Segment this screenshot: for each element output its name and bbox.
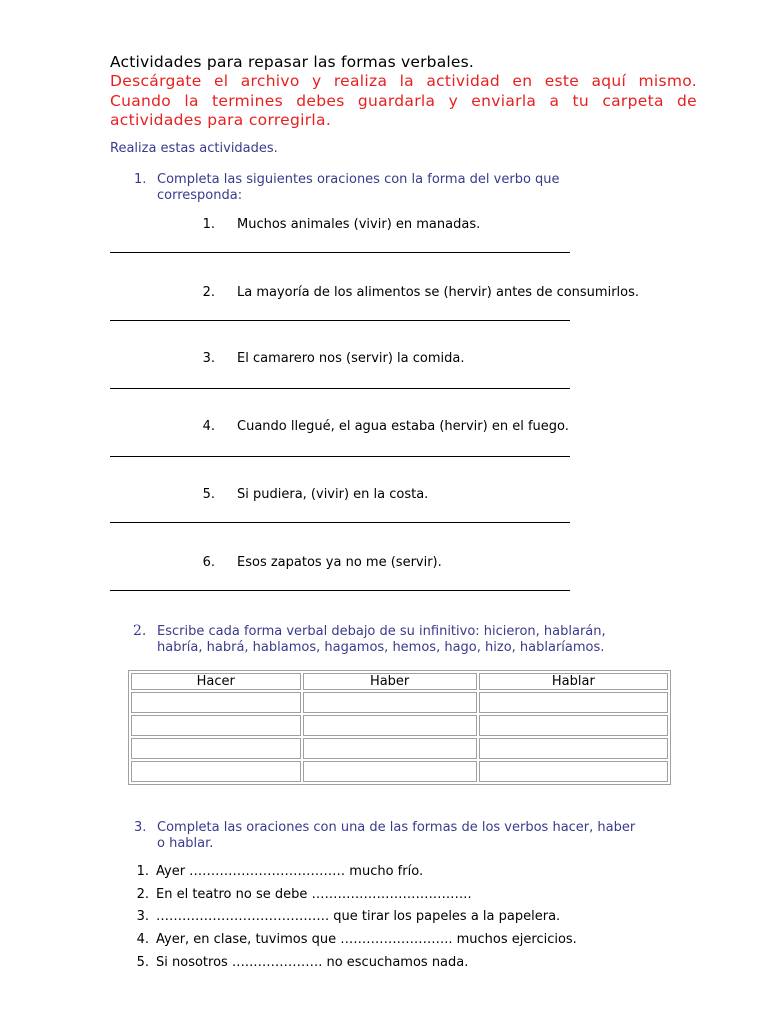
item-number: 6. [202,555,215,570]
item-text: El camarero nos (servir) la comida. [237,351,465,366]
answer-line[interactable] [110,320,570,321]
item-number: 5. [136,955,149,970]
item-text: Si nosotros …..……………. no escuchamos nada. [156,955,469,970]
item-number: 1. [202,217,215,232]
item-number: 5. [202,487,215,502]
table-cell[interactable] [303,715,477,736]
table-cell[interactable] [131,761,301,782]
table-cell[interactable] [479,738,668,759]
instruction-line: Cuando la termines debes guardarla y enviarla a tu carpeta de [110,91,697,110]
item-number: 4. [202,419,215,434]
section3-number: 3. [134,820,147,835]
item-text: …………………………………. que tirar los papeles a la papelera. [156,909,561,924]
item-text: Muchos animales (vivir) en manadas. [237,217,481,232]
item-number: 2. [202,285,215,300]
verb-table [128,670,671,785]
section2-number: 2. [133,623,147,639]
item-number: 2. [136,887,149,902]
item-number: 3. [202,351,215,366]
page-title: Actividades para repasar las formas verbales. [110,53,475,71]
table-cell[interactable] [479,715,668,736]
item-number: 3. [136,909,149,924]
section1-prompt-line: Completa las siguientes oraciones con la forma del verbo que [157,172,560,187]
table-header-haber: Haber [303,673,477,690]
table-cell[interactable] [303,692,477,713]
item-text: La mayoría de los alimentos se (hervir) antes de consumirlos. [237,285,640,300]
table-cell[interactable] [303,738,477,759]
table-row [131,715,668,736]
instruction-line: Descárgate el archivo y realiza la actividad en este aquí mismo. [110,72,697,90]
section2-prompt-line: Escribe cada forma verbal debajo de su infinitivo: hicieron, hablarán, [157,624,606,639]
table-row [131,761,668,782]
instruction-line: actividades para corregirla. [110,111,332,129]
answer-line[interactable] [110,590,570,591]
section3-prompt-line: o hablar. [157,836,214,851]
section2-prompt [157,624,606,656]
table-cell[interactable] [479,761,668,782]
instructions [110,72,697,131]
section1-prompt-line: corresponda: [157,188,243,203]
section1-prompt [157,172,560,204]
answer-line[interactable] [110,252,570,253]
answer-line[interactable] [110,456,570,457]
table-header-row [131,673,668,690]
table-cell[interactable] [479,692,668,713]
table-cell[interactable] [131,738,301,759]
subtitle: Realiza estas actividades. [110,141,278,156]
item-text: Esos zapatos ya no me (servir). [237,555,442,570]
table-header-hacer: Hacer [131,673,301,690]
item-number: 1. [136,864,149,879]
table-cell[interactable] [131,715,301,736]
table-row [131,738,668,759]
answer-line[interactable] [110,388,570,389]
answer-line[interactable] [110,522,570,523]
item-text: En el teatro no se debe ………………………………. [156,887,472,902]
table-cell[interactable] [131,692,301,713]
section1-number: 1. [134,172,147,187]
item-text: Ayer ……………………………… mucho frío. [156,864,424,879]
item-text: Si pudiera, (vivir) en la costa. [237,487,429,502]
table-header-hablar: Hablar [479,673,668,690]
item-number: 4. [136,932,149,947]
item-text: Ayer, en clase, tuvimos que …………………….. muchos ejercicios. [156,932,577,947]
table-row [131,692,668,713]
section3-prompt [157,820,635,852]
item-text: Cuando llegué, el agua estaba (hervir) en el fuego. [237,419,569,434]
section2-prompt-line: habría, habrá, hablamos, hagamos, hemos, hago, hizo, hablaríamos. [157,640,605,655]
table-cell[interactable] [303,761,477,782]
section3-prompt-line: Completa las oraciones con una de las formas de los verbos hacer, haber [157,820,636,835]
